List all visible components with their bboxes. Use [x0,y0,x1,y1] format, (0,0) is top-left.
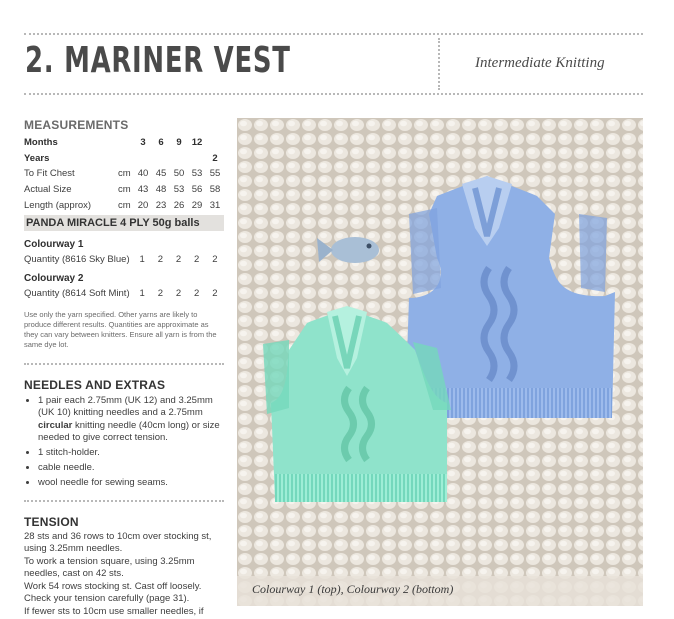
size-cell: 6 [158,137,164,149]
size-cell: 12 [191,137,203,149]
list-item: • cable needle. [38,462,224,475]
colourway-2-title: Colourway 2 [24,272,84,284]
yarn-note: Use only the yarn specified. Other yarns are likely to produce different results. Quantities are approximate as they can vary between knitters. Ensure all yarn is from the same dye lot. [24,309,217,349]
value-cell: 48 [155,184,167,196]
yarn-heading: PANDA MIRACLE 4 PLY 50g balls [24,215,224,231]
header-divider [438,38,440,90]
size-cell [188,151,206,167]
photo-caption: Colourway 1 (top), Colourway 2 (bottom) [252,582,454,596]
value-cell: 50 [173,168,185,180]
needles-heading: NEEDLES AND EXTRAS [24,377,166,392]
value-cell: 58 [209,184,221,196]
difficulty-label: Intermediate Knitting [475,55,605,71]
tension-line: If fewer sts to 10cm use smaller needles, if [24,605,204,617]
quantity-label: Quantity (8616 Sky Blue) [24,253,130,265]
row-label: Actual Size [24,184,72,196]
row-label: Length (approx) [24,199,92,211]
tension-line: 28 sts and 36 rows to 10cm over stocking st, using 3.25mm needles. [24,530,212,555]
quantity-label: Quantity (8614 Soft Mint) [24,287,130,299]
table-row [24,288,224,299]
value-cell: 31 [209,199,221,211]
table-row [24,166,224,182]
table-row [24,182,224,198]
value-cell: 2 [157,287,163,299]
unit-cell: cm [118,168,131,180]
tension-line: Work 54 rows stocking st. Cast off loosely. [24,580,202,592]
list-item: • 1 pair each 2.75mm (UK 12) and 3.25mm (UK 10) knitting needles and a 2.75mm circular knitting needle (40cm long) or size needed to give correct tension. [38,395,224,445]
value-cell: 53 [173,184,185,196]
value-cell: 43 [137,184,149,196]
value-cell: 53 [191,168,203,180]
size-cell [170,151,188,167]
value-cell: 2 [175,287,182,299]
page-title: 2. MARINER VEST [25,40,291,81]
colourway-2-quantity [24,288,224,299]
table-row [24,151,224,167]
months-label: Months [24,137,58,149]
colourway-1-quantity [24,254,224,265]
header-bottom-rule [24,93,643,95]
value-cell: 2 [212,253,218,265]
unit-cell: cm [118,184,131,196]
value-cell: 2 [175,253,182,265]
pattern-details [24,118,224,618]
size-cell: 3 [140,137,146,149]
section-divider [24,500,224,502]
unit-cell: cm [118,199,131,211]
value-cell: 2 [194,287,200,299]
value-cell: 40 [137,168,149,180]
row-label: To Fit Chest [24,168,75,180]
list-item: • wool needle for sewing seams. [38,477,224,490]
value-cell: 29 [191,199,203,211]
value-cell: 1 [139,287,145,299]
value-cell: 20 [137,199,149,211]
size-cell: 2 [212,152,218,164]
tension-section [24,515,224,619]
table-row [24,254,224,265]
size-cell: 9 [176,137,182,149]
years-label: Years [24,152,50,164]
measurements-table [24,135,224,213]
measurements-heading: MEASUREMENTS [24,118,129,132]
colourway-1-title: Colourway 1 [24,238,84,250]
top-rule [24,33,643,35]
size-cell [152,151,170,167]
needles-list [24,395,224,490]
value-cell: 2 [194,253,200,265]
value-cell: 1 [139,253,145,265]
value-cell: 2 [212,287,218,299]
size-cell [206,135,224,151]
value-cell: 45 [155,168,167,180]
tension-heading: TENSION [24,514,79,529]
product-photo [237,118,643,606]
table-row [24,135,224,151]
table-row [24,197,224,213]
size-cell [134,151,152,167]
value-cell: 23 [155,199,167,211]
value-cell: 55 [209,168,221,180]
tension-line: Check your tension carefully (page 31). [24,593,190,605]
value-cell: 2 [157,253,163,265]
value-cell: 26 [173,199,185,211]
vest-illustration [237,118,643,606]
tension-line: To work a tension square, using 3.25mm needles, cast on 42 sts. [24,555,195,580]
value-cell: 56 [191,184,203,196]
section-divider [24,363,224,365]
list-item: • 1 stitch-holder. [38,447,224,460]
